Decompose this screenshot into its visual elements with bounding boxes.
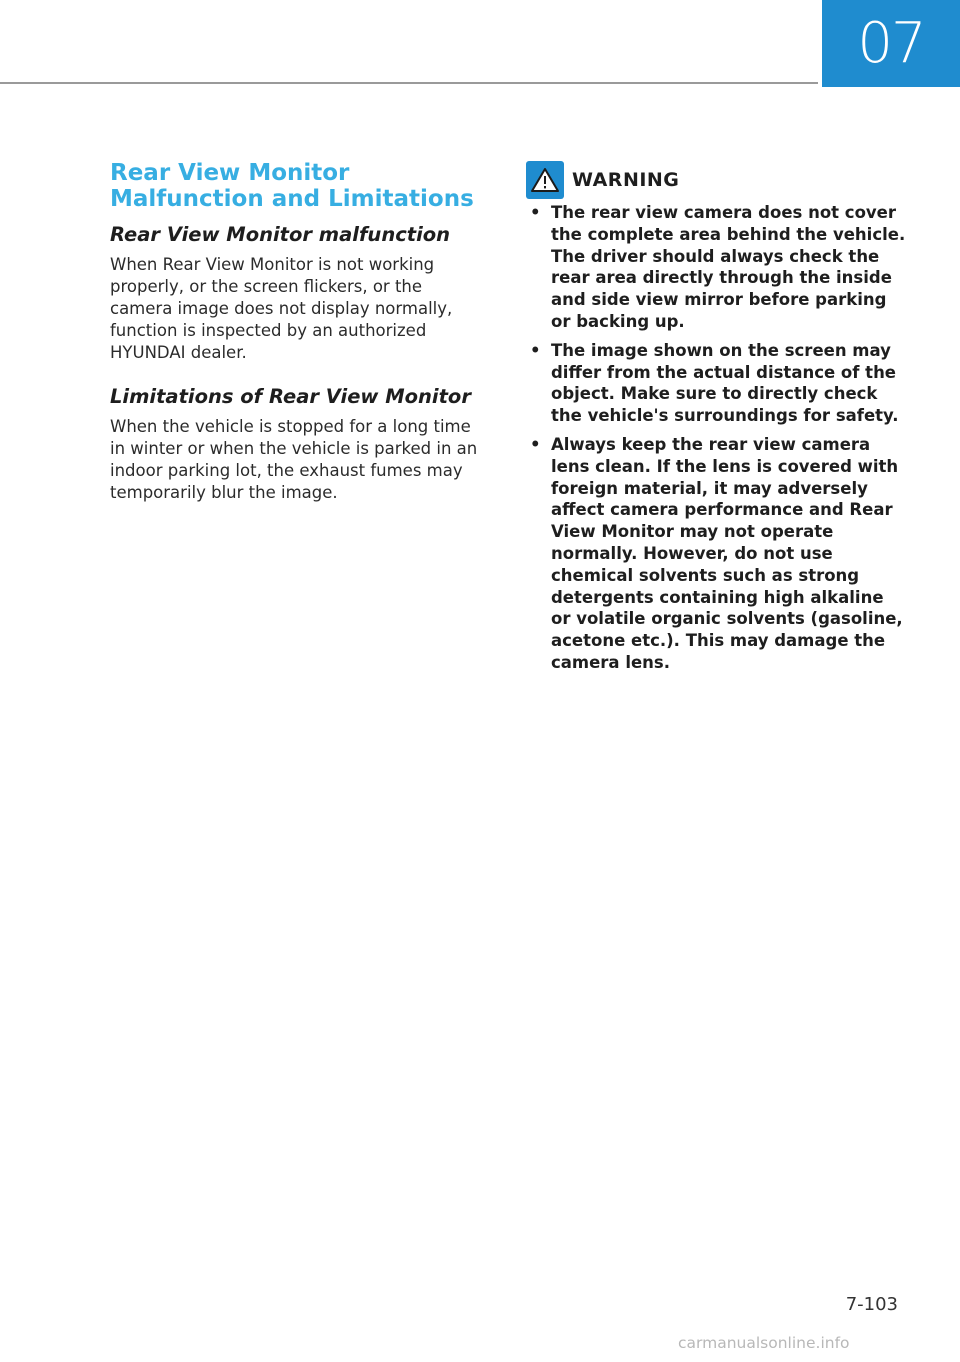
left-column — [110, 160, 480, 504]
bullet: • — [530, 203, 541, 222]
warning-item — [526, 434, 906, 674]
warning-item-text: The image shown on the screen may differ from the actual distance of the object. Make sure to directly check the vehicle's surroundings for safety. — [551, 340, 899, 426]
limitations-text: When the vehicle is stopped for a long time in winter or when the vehicle is parked in an indoor parking lot, the exhaust fumes may temporarily blur the image. — [110, 417, 478, 502]
malfunction-title: Rear View Monitor malfunction — [110, 223, 451, 246]
watermark: carmanualsonline.info — [678, 1334, 850, 1352]
malfunction-text: When Rear View Monitor is not working properly, or the screen flickers, or the camera image does not display normally, function is inspected by an authorized HYUNDAI dealer. — [110, 255, 453, 362]
bullet: • — [530, 340, 541, 360]
warning-item — [526, 202, 906, 333]
warning-item — [526, 340, 906, 427]
warning-header — [526, 160, 906, 200]
header-rule — [0, 82, 818, 84]
warning-triangle-icon — [526, 161, 564, 199]
chapter-tab: 07 — [822, 0, 960, 87]
limitations-title: Limitations of Rear View Monitor — [110, 385, 471, 408]
warning-section — [526, 160, 906, 681]
page-number: 7-103 — [845, 1294, 898, 1315]
warning-item-text: The rear view camera does not cover the complete area behind the vehicle. The driver should always check the rear area directly through the inside and side view mirror before parking or backing up. — [551, 203, 906, 331]
warning-list — [526, 202, 906, 674]
section-title: Rear View Monitor Malfunction and Limitations — [110, 160, 474, 212]
warning-title: WARNING — [572, 169, 680, 191]
warning-item-text: Always keep the rear view camera lens clean. If the lens is covered with foreign material, it may adversely affect camera performance and Rear View Monitor may not operate normally. However, do not use chemical solvents such as strong detergents containing high alkaline or volatile organic solvents (gasoline, acetone etc.). This may damage the camera lens. — [551, 434, 903, 672]
bullet: • — [530, 434, 541, 454]
